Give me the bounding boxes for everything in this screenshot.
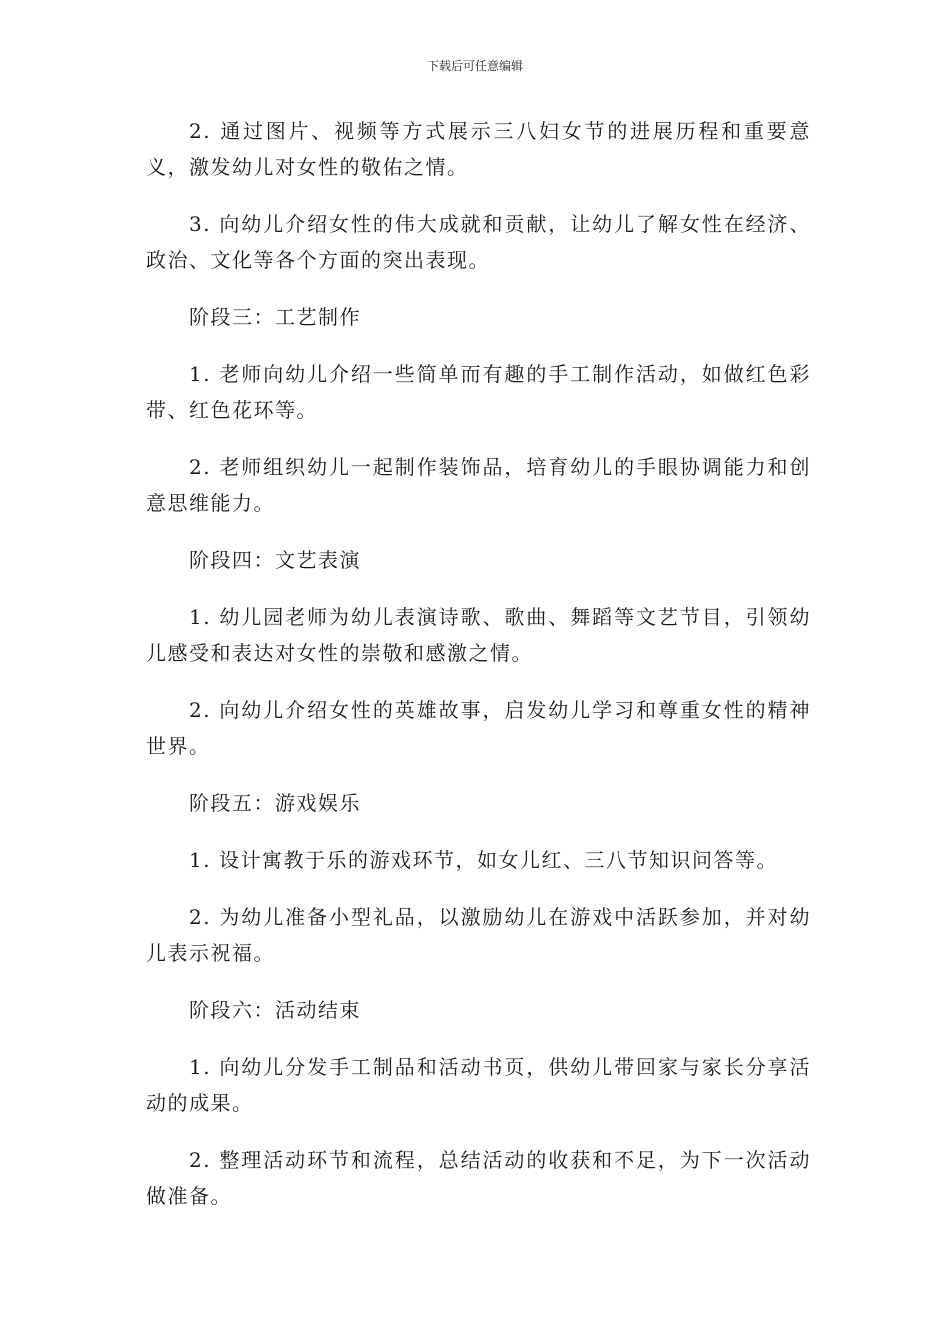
list-item: 1. 设计寓教于乐的游戏环节，如女儿红、三八节知识问答等。 [189,848,778,872]
list-item: 2. 为幼儿准备小型礼品，以激励幼儿在游戏中活跃参加，并对幼儿表示祝福。 [146,905,811,965]
list-item: 2. 通过图片、视频等方式展示三八妇女节的进展历程和重要意义，激发幼儿对女性的敬佑之情。 [146,119,811,179]
list-item: 2. 老师组织幼儿一起制作装饰品，培育幼儿的手眼协调能力和创意思维能力。 [146,455,811,515]
section-heading: 阶段五：游戏娱乐 [189,791,361,815]
list-item: 2. 向幼儿介绍女性的英雄故事，启发幼儿学习和尊重女性的精神世界。 [146,698,811,758]
list-item: 1. 向幼儿分发手工制品和活动书页，供幼儿带回家与家长分享活动的成果。 [146,1055,811,1115]
section-heading: 阶段六：活动结束 [189,998,361,1022]
list-item: 2. 整理活动环节和流程，总结活动的收获和不足，为下一次活动做准备。 [146,1148,811,1208]
list-item: 1. 幼儿园老师为幼儿表演诗歌、歌曲、舞蹈等文艺节目，引领幼儿感受和表达对女性的崇敬和感激之情。 [146,605,811,665]
list-item: 3. 向幼儿介绍女性的伟大成就和贡献，让幼儿了解女性在经济、政治、文化等各个方面的突出表现。 [146,212,811,272]
list-item: 1. 老师向幼儿介绍一些简单而有趣的手工制作活动，如做红色彩带、红色花环等。 [146,362,811,422]
page-header: 下载后可任意编辑 [426,59,523,73]
document-body [146,113,811,1235]
section-heading: 阶段四：文艺表演 [189,548,361,572]
section-heading: 阶段三：工艺制作 [189,305,361,329]
